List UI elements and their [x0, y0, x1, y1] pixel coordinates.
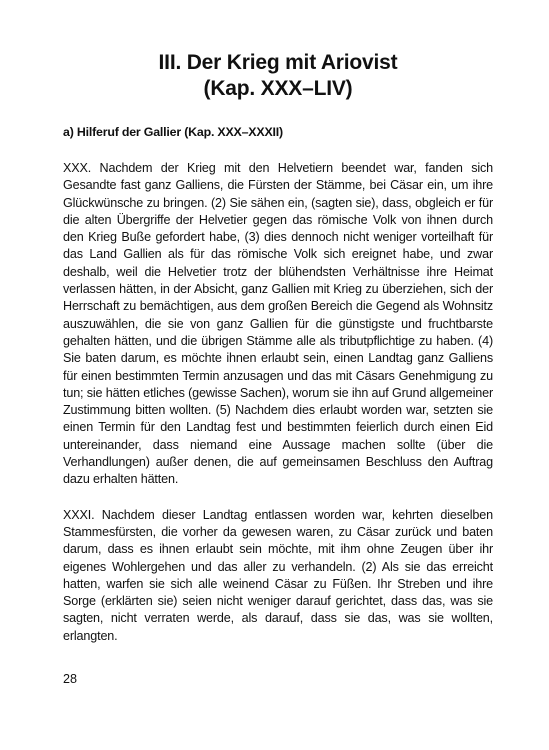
page-number: 28 — [63, 672, 78, 686]
paragraph-chapter-30: XXX. Nachdem der Krieg mit den Helvetiern beendet war, fanden sich Gesandte fast ganz Galliens, die Fürsten der Stämme, bei Cäsar ein, um ihre Glückwünsche zu bringen. (2) Sie sähen ein, (sagten sie), dass, obgleich er für die alten Übergriffe der Helvetier gegen das römische Volk von ihnen durch den Krieg Buße gefordert habe, (3) dies dennoch nicht weniger vorteilhaft für das Land Gallien als für das römische Volk sich ereignet habe, und zwar deshalb, weil die Helvetier trotz der blühendsten Verhältnisse ihre Heimat verlassen hätten, in der Absicht, ganz Gallien mit Krieg zu überziehen, sich der Herrschaft zu bemächtigen, aus dem großen Bereich die Gegend als Wohnsitz auszuwählen, die sie von ganz Gallien für die günstigste und fruchtbarste gehalten hätten, und die übrigen Stämme alle als tributpflichtige zu haben. (4) Sie baten darum, es möchte ihnen erlaubt sein, einen Landtag ganz Galliens für einen bestimmten Termin anzusagen und das mit Cäsars Genehmigung zu tun; sie hätten etliches (gewisse Sachen), worum sie ihn auf Grund allgemeiner Zustimmung bitten wollten. (5) Nachdem dies erlaubt worden war, setzten sie einen Termin für den Landtag fest und bestimmten feierlich durch einen Eid untereinander, dass niemand eine Aussage machen sollte (über die Verhandlungen) außer denen, die auf gemeinsamen Beschluss den Auftrag dazu erhalten hätten. — [63, 161, 494, 487]
section-heading: a) Hilferuf der Gallier (Kap. XXX–XXXII) — [63, 125, 283, 139]
chapter-title-line-2: (Kap. XXX–LIV) — [203, 77, 353, 100]
chapter-title-line-1: III. Der Krieg mit Ariovist — [158, 51, 398, 74]
book-page — [63, 50, 493, 645]
chapter-title — [63, 50, 493, 102]
paragraph-chapter-31: XXXI. Nachdem dieser Landtag entlassen worden war, kehrten dieselben Stammesfürsten, die vorher da gewesen waren, zu Cäsar zurück und baten darum, dass es ihnen erlaubt sein möchte, mit ihm ohne Zeugen über ihr eigenes Wohlergehen und das aller zu verhandeln. (2) Als sie das erreicht hatten, warfen sie sich alle weinend Cäsar zu Füßen. Ihr Streben und ihre Sorge (erklärten sie) seien nicht weniger darauf gerichtet, dass das, was sie sagten, nicht verraten werde, als darauf, dass sie das, was sie wollten, erlangten. — [63, 507, 493, 643]
